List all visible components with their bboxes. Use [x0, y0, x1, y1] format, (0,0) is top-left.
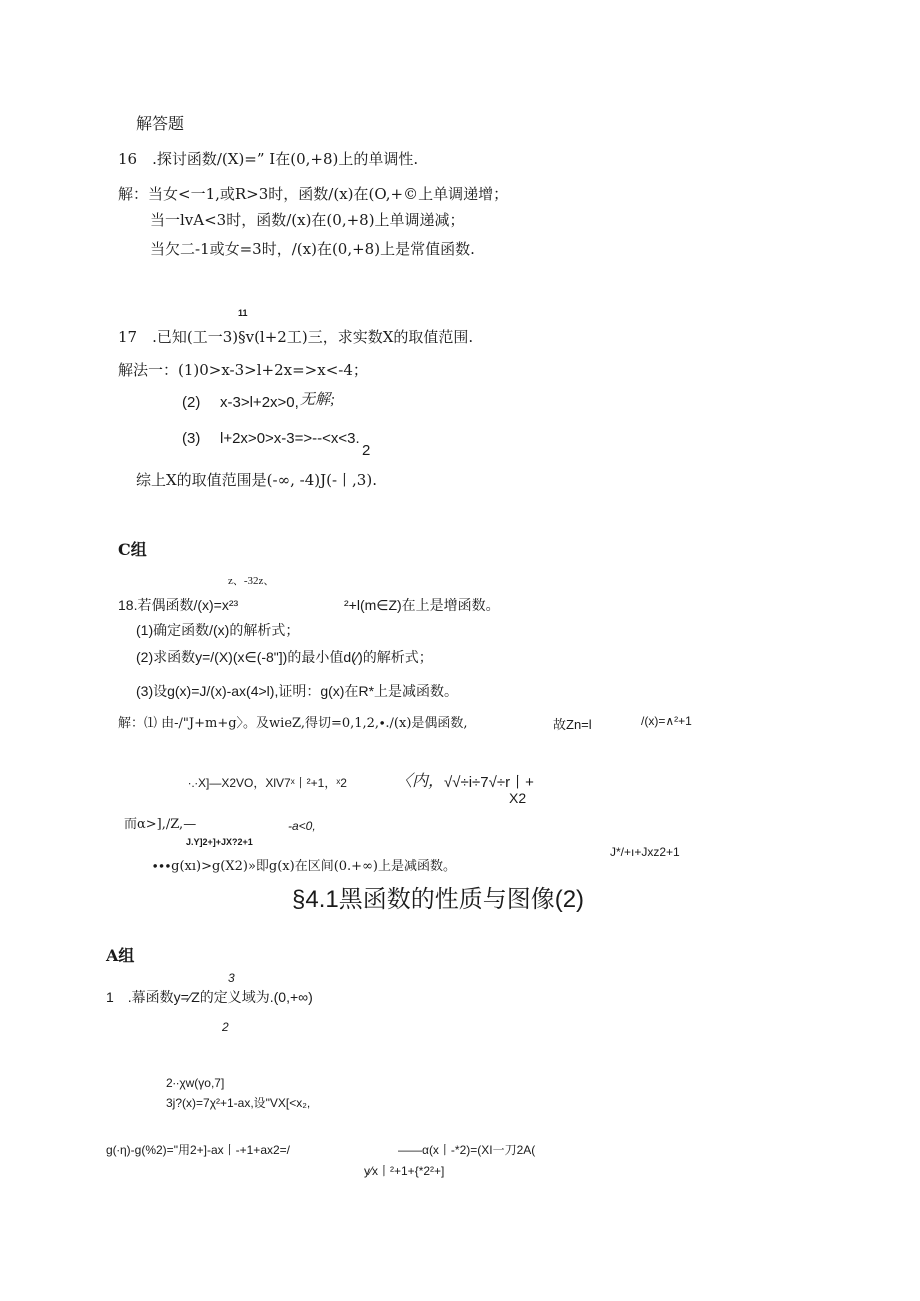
q17-case2-label: (2)	[182, 394, 201, 411]
q18-question-right: ²+l(m∈Z)在上是增函数。	[344, 597, 500, 613]
q16-solution-line2: 当一lvA<3时，函数/(x)在(0,+8)上单调递减；	[150, 211, 465, 229]
q18-solution-line4: ∙∙∙g(xı)>g(X2)»即g(x)在区间(0.+∞)上是减函数。	[152, 859, 456, 874]
q16-solution-line1: 解：当女<一1,或R>3时，函数/(x)在(O,+©上单调递增；	[118, 185, 509, 203]
section-title: §4.1黑函数的性质与图像(2)	[292, 886, 585, 913]
q18-superscript: z、-32z、	[228, 575, 275, 587]
q17-case3-text: l+2x>0>x-3=>--<x<3.	[220, 430, 360, 447]
q18-solution-line2-sub: X2	[509, 790, 527, 806]
q1-question: 1 .幕函数y=⁄Z的定义域为.(0,+∞)	[106, 989, 313, 1005]
bottom-right-expression: ——α(x丨-*2)=(XI一刀2A(	[398, 1143, 536, 1157]
q17-case2-text: x-3>l+2x>0,	[220, 394, 299, 411]
q18-solution-line2-italic: 〈内，	[396, 773, 445, 790]
q18-solution-line3-left: 而α>],/Z,—	[124, 817, 197, 832]
q18-part1: (1)确定函数/(x)的解析式；	[136, 622, 300, 638]
group-a-heading: A组	[106, 946, 135, 965]
q16-question: 16 .探讨函数/(X)=” I在(0,+8)上的单调性.	[118, 150, 419, 168]
q18-question-left: 18.若偶函数/(x)=x²³	[118, 597, 239, 613]
section-label: 解答题	[136, 114, 185, 133]
q2-line2: 3j?(x)=7χ²+1-ax,设"VX[<x₂,	[166, 1096, 311, 1110]
q17-case3-subscript: 2	[362, 442, 371, 459]
q17-solution-intro: 解法一：(1)0>x-3>l+2x=>x<-4；	[118, 361, 368, 379]
q18-solution-line1: 解：⑴ 由-/"J+m+g〉。及wieZ,得切=0,1,2,∙.∕(x)是偶函数,	[118, 716, 468, 731]
q18-solution-line1-far: /(x)=∧²+1	[641, 714, 692, 728]
q17-conclusion: 综上X的取值范围是(-∞, -4)J(-丨,3).	[136, 471, 377, 489]
q17-case3-label: (3)	[182, 430, 201, 447]
q18-part2: (2)求函数y=/(X)(x∈(-8"])的最小值d(⁄)的解析式；	[136, 649, 433, 665]
bottom-left-expression: g(∙η)-g(%2)="用2+]-ax丨-+1+ax2=/	[106, 1143, 291, 1157]
q18-solution-line2-right: √√÷i÷7√÷r丨+	[444, 774, 534, 791]
q17-case2-italic: 无解;	[300, 392, 335, 408]
q18-part3: (3)设g(x)=J/(x)-ax(4>l),证明：g(x)在R*上是减函数。	[136, 683, 459, 699]
q18-solution-line2-left: ∙.∙X]—X2VO，XlV7ˣ丨²+1，ˣ2	[188, 776, 347, 790]
q1-superscript: 3	[228, 971, 235, 985]
q18-solution-line1-right: 故Zn=l	[553, 717, 592, 732]
q18-solution-line3-mid: -a<0,	[288, 819, 316, 833]
group-c-heading: C组	[118, 540, 147, 559]
q1-subscript: 2	[222, 1020, 229, 1034]
q16-solution-line3: 当欠二-1或女=3时，/(x)在(0,+8)上是常值函数.	[150, 240, 475, 258]
bottom-under-expression: y⁄x丨²+1+{*2²+]	[364, 1164, 445, 1178]
q18-solution-line3-under: J.Y]2+]+JX?2+1	[186, 837, 253, 847]
q18-solution-line3-right: J*/+ı+Jxz2+1	[610, 845, 680, 859]
q17-superscript: 11	[238, 308, 248, 318]
q17-question: 17 .已知(工一3)§v(l+2工)三，求实数X的取值范围.	[118, 328, 474, 346]
q2-line1: 2∙∙χw(γo,7]	[166, 1076, 225, 1090]
